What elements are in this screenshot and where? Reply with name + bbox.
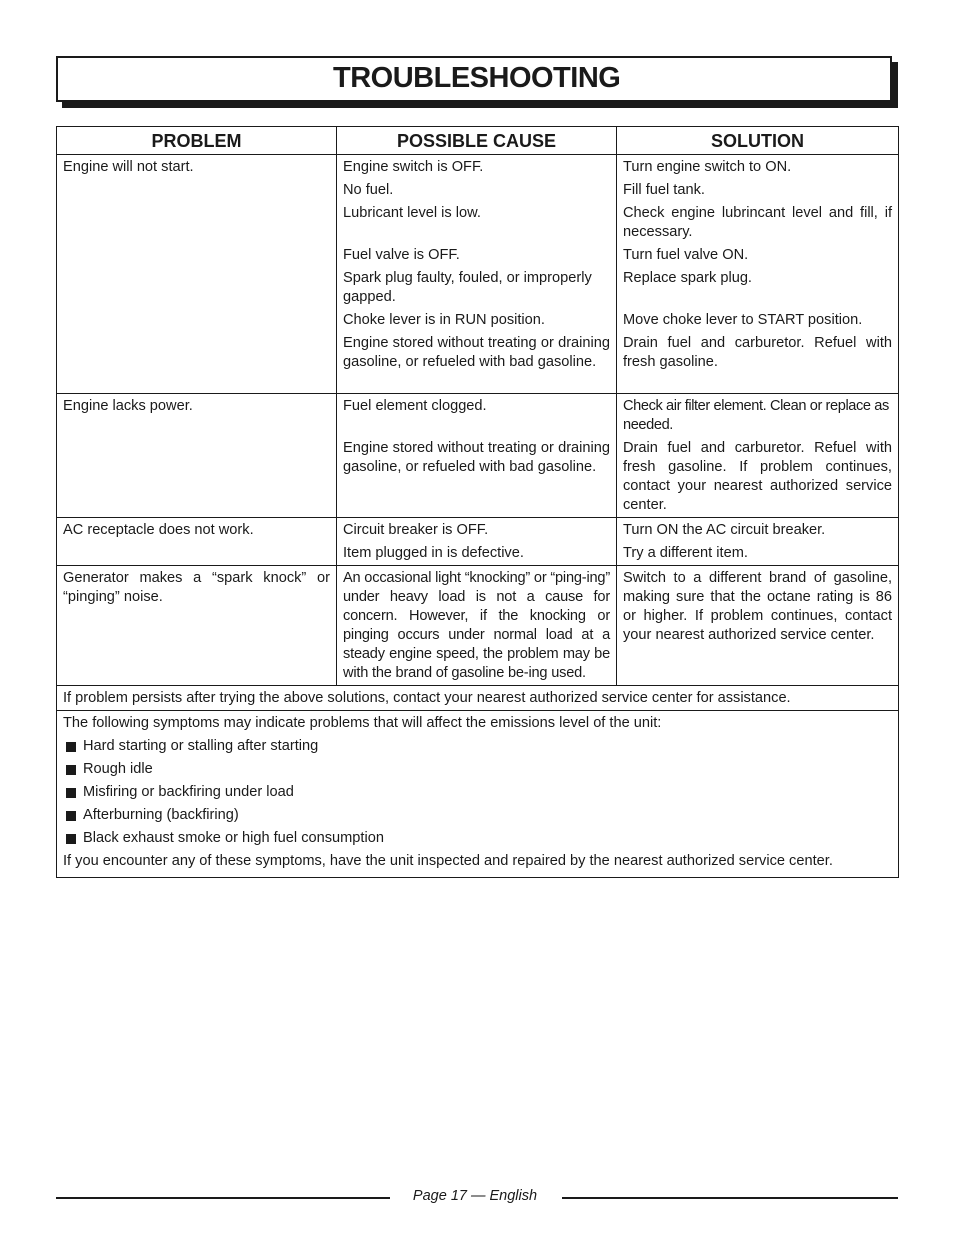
problem-text: AC receptacle does not work. — [63, 522, 254, 538]
solution-text: Fill fuel tank. — [623, 182, 705, 198]
footer-rule-right — [562, 1197, 898, 1199]
problem-text: Generator makes a “spark knock” or “pinging” noise. — [63, 570, 330, 605]
table-header-row — [57, 127, 899, 155]
footer-rule-left — [56, 1197, 390, 1199]
table-row — [57, 394, 899, 518]
cause-text: No fuel. — [343, 182, 394, 198]
cause-text: Fuel valve is OFF. — [343, 247, 460, 263]
cause-text: An occasional light “knocking” or “ping-ing” under heavy load is not a cause for concern. However, if the knocking or pinging occurs under normal load at a steady engine speed, the problem may be with the brand of gasoline be-ing used. — [343, 570, 610, 681]
solution-cell — [617, 566, 899, 686]
problem-cell — [57, 518, 337, 566]
cause-text: Engine stored without treating or draining gasoline, or refueled with bad gasoline. — [343, 335, 610, 370]
square-bullet-icon — [66, 811, 76, 821]
list-item — [63, 783, 892, 802]
problem-text: Engine will not start. — [63, 159, 194, 175]
page-title: TROUBLESHOOTING — [333, 62, 621, 94]
emissions-row — [57, 711, 899, 878]
solution-cell — [617, 394, 899, 518]
list-item — [63, 829, 892, 848]
cause-text: Lubricant level is low. — [343, 205, 481, 221]
solution-text: Drain fuel and carburetor. Refuel with fresh gasoline. If problem continues, contact your nearest authorized service center. — [623, 440, 892, 513]
cause-text: Engine stored without treating or draining gasoline, or refueled with bad gasoline. — [343, 440, 610, 475]
table-row — [57, 518, 899, 566]
solution-text: Check air filter element. Clean or replace as needed. — [623, 398, 889, 433]
symptom-text: Afterburning (backfiring) — [83, 807, 239, 823]
list-item — [63, 737, 892, 756]
cause-text: Fuel element clogged. — [343, 398, 487, 414]
solution-text: Turn engine switch to ON. — [623, 159, 792, 175]
emissions-cell — [57, 711, 899, 878]
solution-cell — [617, 155, 899, 394]
persist-note-row — [57, 686, 899, 711]
header-possible-cause: POSSIBLE CAUSE — [337, 127, 617, 155]
table-row — [57, 566, 899, 686]
cause-cell — [337, 394, 617, 518]
header-problem: PROBLEM — [57, 127, 337, 155]
cause-text: Engine switch is OFF. — [343, 159, 484, 175]
problem-cell — [57, 394, 337, 518]
page-footer: Page 17 — English — [412, 1188, 538, 1204]
square-bullet-icon — [66, 765, 76, 775]
symptom-text: Black exhaust smoke or high fuel consumption — [83, 830, 384, 846]
symptom-text: Rough idle — [83, 761, 153, 777]
problem-text: Engine lacks power. — [63, 398, 193, 414]
cause-cell — [337, 155, 617, 394]
solution-text: Drain fuel and carburetor. Refuel with fresh gasoline. — [623, 335, 892, 370]
symptom-list — [63, 737, 892, 848]
symptom-text: Misfiring or backfiring under load — [83, 784, 294, 800]
cause-cell — [337, 518, 617, 566]
solution-text: Check engine lubrincant level and fill, if necessary. — [623, 205, 892, 240]
troubleshooting-table — [56, 126, 899, 878]
square-bullet-icon — [66, 834, 76, 844]
square-bullet-icon — [66, 788, 76, 798]
header-solution: SOLUTION — [617, 127, 899, 155]
problem-cell — [57, 155, 337, 394]
cause-text: Choke lever is in RUN position. — [343, 312, 545, 328]
solution-text: Try a different item. — [623, 545, 748, 561]
solution-cell — [617, 518, 899, 566]
cause-text: Circuit breaker is OFF. — [343, 522, 489, 538]
solution-text: Switch to a different brand of gasoline, making sure that the octane rating is 86 or higher. If problem continues, contact your nearest authorized service center. — [623, 570, 892, 643]
solution-text: Replace spark plug. — [623, 270, 752, 286]
cause-cell — [337, 566, 617, 686]
emissions-outro: If you encounter any of these symptoms, have the unit inspected and repaired by the nearest authorized service center. — [63, 853, 833, 869]
page-title-box — [56, 56, 892, 102]
solution-text: Turn ON the AC circuit breaker. — [623, 522, 826, 538]
list-item — [63, 806, 892, 825]
symptom-text: Hard starting or stalling after starting — [83, 738, 319, 754]
solution-text: Move choke lever to START position. — [623, 312, 863, 328]
problem-cell — [57, 566, 337, 686]
solution-text: Turn fuel valve ON. — [623, 247, 749, 263]
cause-text: Spark plug faulty, fouled, or improperly gapped. — [343, 270, 592, 305]
cause-text: Item plugged in is defective. — [343, 545, 524, 561]
table-row — [57, 155, 899, 394]
square-bullet-icon — [66, 742, 76, 752]
persist-note: If problem persists after trying the above solutions, contact your nearest authorized service center for assistance. — [57, 686, 899, 711]
list-item — [63, 760, 892, 779]
emissions-intro: The following symptoms may indicate problems that will affect the emissions level of the unit: — [63, 715, 662, 731]
